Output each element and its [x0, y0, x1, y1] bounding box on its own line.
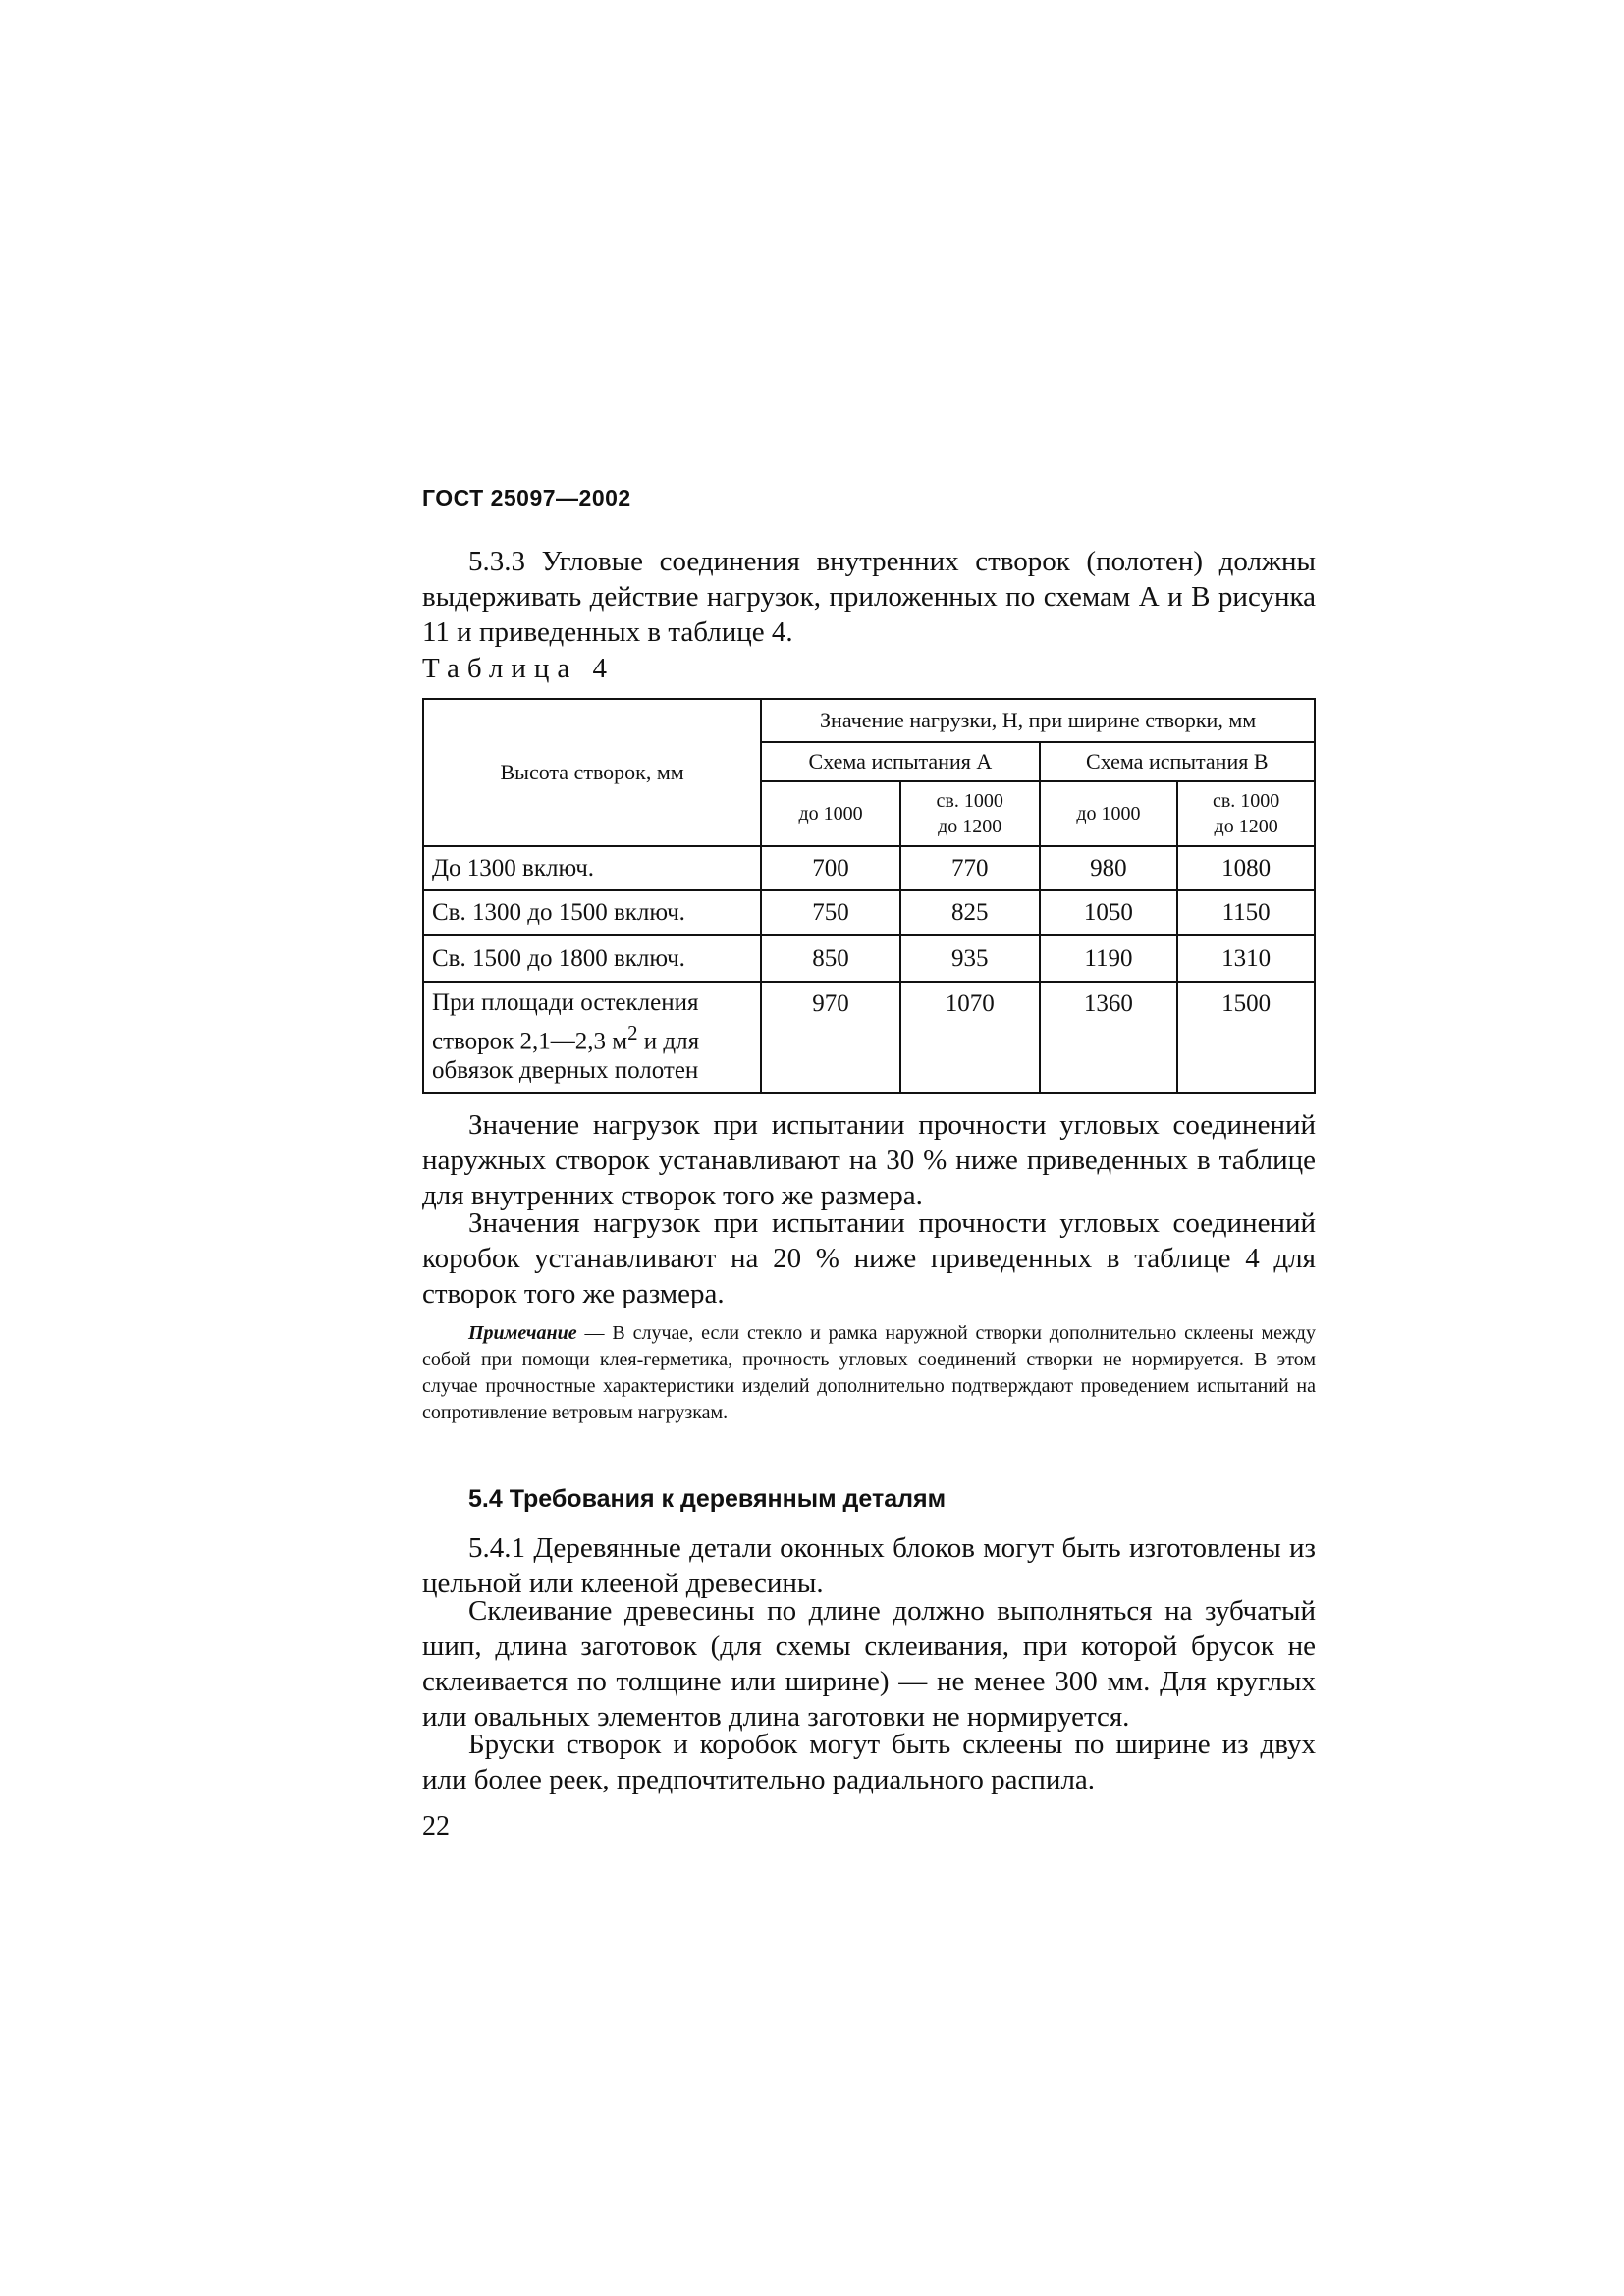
sub-b2-line1: св. 1000	[1212, 790, 1280, 812]
paragraph-frames: Значения нагрузок при испытании прочности угловых соединений коробок устанавливают на 20 % ниже приведенных в таблице 4 для створок того же размера.	[422, 1207, 1316, 1309]
table-row	[423, 890, 1315, 935]
cell-value: 825	[900, 890, 1040, 935]
header-scheme-b-cell	[1040, 742, 1315, 781]
header-height-cell	[423, 699, 761, 846]
row-label: До 1300 включ.	[423, 846, 761, 890]
row-label-multiline	[423, 982, 761, 1093]
row-label-line2-prefix: створок 2,1—2,3 м	[432, 1028, 628, 1055]
cell-value: 1150	[1177, 890, 1315, 935]
cell-value: 1080	[1177, 846, 1315, 890]
cell-value: 1070	[900, 982, 1040, 1093]
table-caption: Таблица 4	[422, 653, 616, 684]
cell-value: 1500	[1177, 982, 1315, 1093]
header-load-cell	[761, 699, 1315, 742]
paragraph-5-4-1: 5.4.1 Деревянные детали оконных блоков могут быть изготовлены из цельной или клееной древесины.	[422, 1532, 1316, 1599]
header-scheme-b: Схема испытания В	[1086, 749, 1269, 774]
header-scheme-a: Схема испытания А	[808, 749, 993, 774]
row-label-line1: При площади остекления	[432, 989, 699, 1016]
sub-b2-cell	[1177, 781, 1315, 846]
table-row	[423, 982, 1315, 1093]
section-title: 5.4 Требования к деревянным деталям	[468, 1485, 947, 1513]
cell-value: 1310	[1177, 935, 1315, 982]
cell-value: 750	[761, 890, 900, 935]
note-text: — В случае, если стекло и рамка наружной створки дополнительно склеены между собой при помощи клея-герметика, прочность угловых соединений створки не нормируется. В этом случае прочностные характеристики изделий дополнительно подтверждают проведением испытаний на сопротивление ветровым нагрузкам.	[422, 1322, 1316, 1423]
header-height: Высота створок, мм	[500, 760, 684, 784]
row-label-line2-suffix: и для	[637, 1028, 700, 1055]
note-label: Примечание	[468, 1322, 577, 1344]
load-table	[422, 698, 1316, 1094]
cell-value: 700	[761, 846, 900, 890]
row-label: Св. 1500 до 1800 включ.	[423, 935, 761, 982]
cell-value: 1190	[1040, 935, 1178, 982]
sub-a1: до 1000	[798, 803, 863, 825]
paragraph-gluing: Склеивание древесины по длине должно выполняться на зубчатый шип, длина заготовок (для схемы склеивания, при которой брусок не склеивается по толщине или ширине) — не менее 300 мм. Для круглых или овальных элементов длина заготовки не нормируется.	[422, 1595, 1316, 1733]
cell-value: 770	[900, 846, 1040, 890]
table-row	[423, 846, 1315, 890]
table-header-row	[423, 699, 1315, 742]
cell-value: 1050	[1040, 890, 1178, 935]
sub-a2-line1: св. 1000	[936, 790, 1003, 812]
cell-value: 850	[761, 935, 900, 982]
sub-b2-line2: до 1200	[1214, 816, 1278, 837]
document-header: ГОСТ 25097—2002	[422, 485, 631, 510]
sub-b1: до 1000	[1076, 803, 1141, 825]
cell-value: 980	[1040, 846, 1178, 890]
table-row	[423, 935, 1315, 982]
note	[422, 1320, 1316, 1426]
paragraph-outer-sashes: Значение нагрузок при испытании прочности угловых соединений наружных створок устанавливают на 30 % ниже приведенных в таблице для внутренних створок того же размера.	[422, 1109, 1316, 1211]
sub-a2-cell	[900, 781, 1040, 846]
cell-value: 970	[761, 982, 900, 1093]
sub-b1-cell	[1040, 781, 1178, 846]
header-load: Значение нагрузки, Н, при ширине створки, мм	[820, 708, 1257, 732]
superscript-2: 2	[627, 1021, 638, 1044]
paragraph-5-3-3: 5.3.3 Угловые соединения внутренних створок (полотен) должны выдерживать действие нагрузок, приложенных по схемам А и В рисунка 11 и приведенных в таблице 4.	[422, 546, 1316, 648]
cell-value: 1360	[1040, 982, 1178, 1093]
sub-a2-line2: до 1200	[938, 816, 1002, 837]
row-label: Св. 1300 до 1500 включ.	[423, 890, 761, 935]
cell-value: 935	[900, 935, 1040, 982]
header-scheme-a-cell	[761, 742, 1039, 781]
paragraph-bars: Бруски створок и коробок могут быть склеены по ширине из двух или более реек, предпочтительно радиального распила.	[422, 1729, 1316, 1795]
row-label-line3: обвязок дверных полотен	[432, 1057, 699, 1085]
sub-a1-cell	[761, 781, 900, 846]
page-number: 22	[422, 1811, 450, 1842]
